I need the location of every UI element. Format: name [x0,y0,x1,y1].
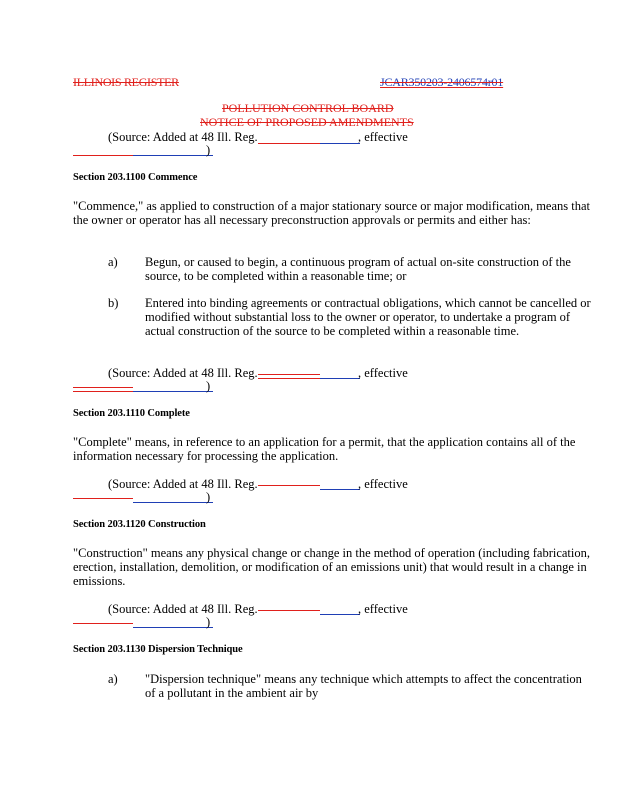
source-2-close: ) [206,379,211,393]
board-title: POLLUTION CONTROL BOARD [222,101,394,115]
source-note-3: (Source: Added at 48 Ill. Reg. [108,477,258,491]
source-3-close: ) [206,490,211,504]
item-a-text: Begun, or caused to begin, a continuous program of actual on-site construction of the source, to be completed within a reasonable time; or [145,255,571,283]
section-1120-text: "Construction" means any physical change or change in the method of operation (including fabrication, erection, installation, demolition, or modification of an emissions unit) that would result in a change in emissions. [73,546,590,588]
source-3-red-rule-2 [73,498,133,499]
source-4-blue-rule-2 [133,627,213,628]
section-1130-heading: Section 203.1130 Dispersion Technique [73,644,243,655]
source-4-red-rule-2 [73,623,133,624]
section-1110-heading: Section 203.1110 Complete [73,408,190,419]
item-b-letter: b) [108,296,119,310]
source-3-blue-rule-2 [133,502,213,503]
source-note-2: (Source: Added at 48 Ill. Reg. [108,366,258,380]
item-a-letter: a) [108,255,118,269]
source-1-red-rule-2 [73,155,133,156]
jcar-number: JCAR350203-2406574r01 [380,75,504,89]
source-1-close: ) [206,143,211,157]
dispersion-item-a-letter: a) [108,672,118,686]
notice-title: NOTICE OF PROPOSED AMENDMENTS [200,115,414,129]
source-4-blue-rule [320,614,360,615]
source-1-blue-rule-2 [133,155,213,156]
source-2-blue-rule-2 [133,391,213,392]
source-note-4: (Source: Added at 48 Ill. Reg. [108,602,258,616]
source-1-effective: , effective [358,130,408,144]
source-2-effective: , effective [358,366,408,380]
source-2-red-rule-2 [73,387,133,388]
source-1-red-rule [258,143,320,144]
item-b-text: Entered into binding agreements or contractual obligations, which cannot be cancelled or modified without substantial loss to the owner or operator, to undertake a program of actual construction of the source to be completed within a reasonable time. [145,296,591,338]
source-note-1: (Source: Added at 48 Ill. Reg. [108,130,258,144]
source-2-red-rule-2b [73,391,133,392]
source-4-red-rule [258,610,320,611]
dispersion-item-a-text: "Dispersion technique" means any technique which attempts to affect the concentration of a pollutant in the ambient air by [145,672,582,700]
source-3-red-rule [258,485,320,486]
register-title: ILLINOIS REGISTER [73,75,179,89]
source-2-red-rule [258,374,320,375]
section-1110-text: "Complete" means, in reference to an application for a permit, that the application contains all of the information necessary for processing the application. [73,435,576,463]
section-1120-heading: Section 203.1120 Construction [73,519,206,530]
source-4-effective: , effective [358,602,408,616]
source-2-blue-rule [320,378,360,379]
source-4-close: ) [206,615,211,629]
source-3-blue-rule [320,489,360,490]
source-3-effective: , effective [358,477,408,491]
section-1100-intro: "Commence," as applied to construction of a major stationary source or major modification, means that the owner or operator has all necessary preconstruction approvals or permits and either has: [73,199,591,227]
section-1100-heading: Section 203.1100 Commence [73,172,198,183]
source-2-red-rule-b [258,378,320,379]
source-1-blue-rule [320,143,360,144]
